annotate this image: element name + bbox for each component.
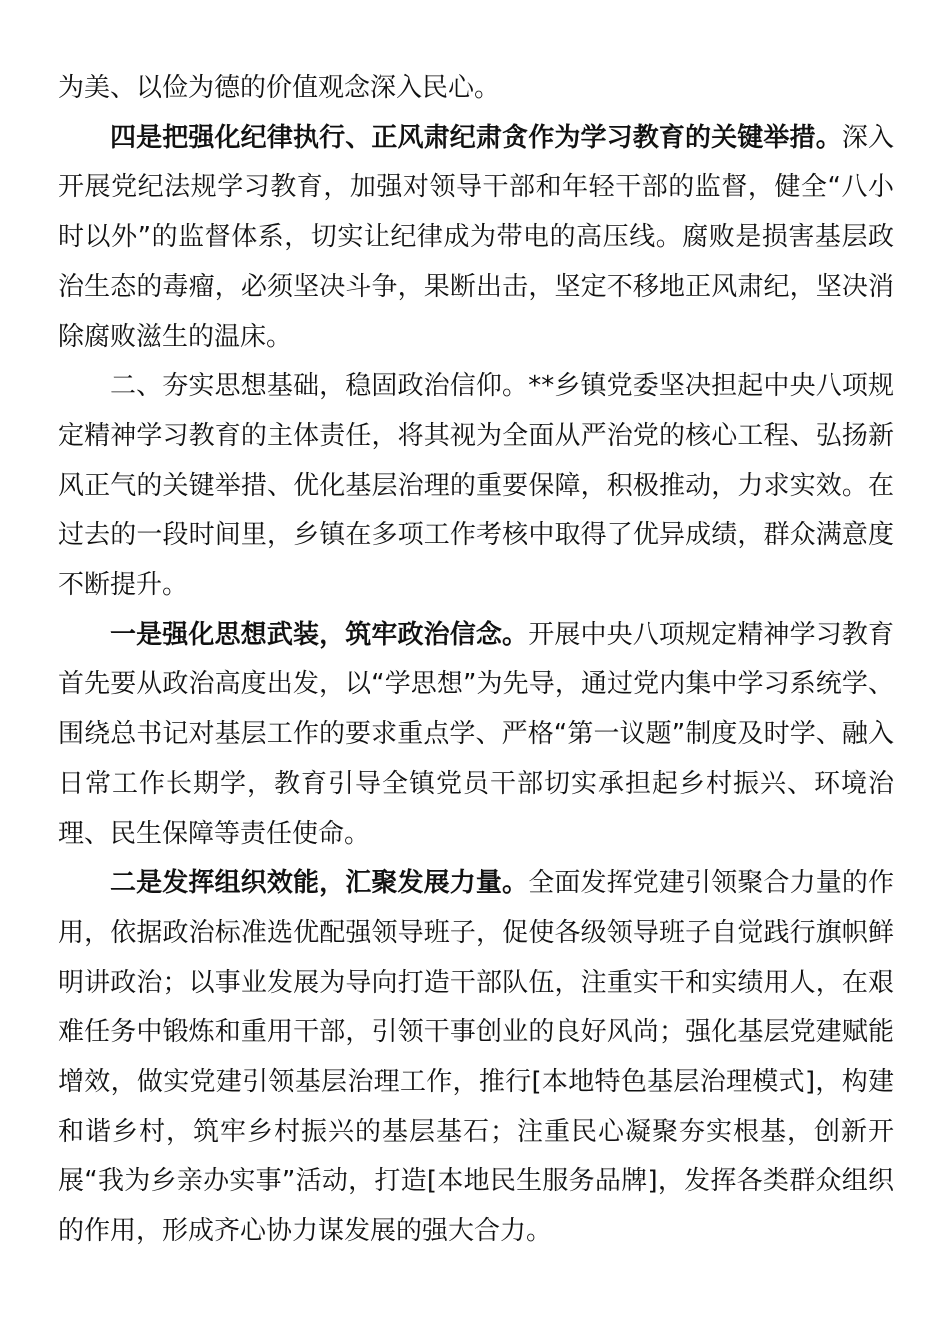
paragraph-5-lead: 二是发挥组织效能，汇聚发展力量。 [110,868,529,899]
paragraph-5 [58,859,894,1257]
document-page [58,64,894,1257]
paragraph-4-text: 开展中央八项规定精神学习教育首先要从政治高度出发，以“学思想”为先导，通过党内集中学习系统学、围绕总书记对基层工作的要求重点学、严格“第一议题”制度及时学、融入日常工作长期学，教育引导全镇党员干部切实承担起乡村振兴、环境治理、民生保障等责任使命。 [58,619,894,849]
paragraph-5-text: 全面发挥党建引领聚合力量的作用，依据政治标准选优配强领导班子，促使各级领导班子自觉践行旗帜鲜明讲政治；以事业发展为导向打造干部队伍，注重实干和实绩用人，在艰难任务中锻炼和重用干部，引领干事创业的良好风尚；强化基层党建赋能增效，做实党建引领基层治理工作，推行[本地特色基层治理模式]，构建和谐乡村，筑牢乡村振兴的基层基石；注重民心凝聚夯实根基，创新开展“我为乡亲办实事”活动，打造[本地民生服务品牌]，发挥各类群众组织的作用，形成齐心协力谋发展的强大合力。 [58,868,894,1247]
paragraph-3-text: 二、夯实思想基础，稳固政治信仰。**乡镇党委坚决担起中央八项规定精神学习教育的主体责任，将其视为全面从严治党的核心工程、弘扬新风正气的关键举措、优化基层治理的重要保障，积极推动，力求实效。在过去的一段时间里，乡镇在多项工作考核中取得了优异成绩，群众满意度不断提升。 [58,371,894,601]
paragraph-1-text: 为美、以俭为德的价值观念深入民心。 [58,73,501,103]
paragraph-3 [58,362,894,611]
paragraph-2-lead: 四是把强化纪律执行、正风肃纪肃贪作为学习教育的关键举措。 [110,122,842,153]
paragraph-1 [58,64,894,114]
paragraph-4-lead: 一是强化思想武装，筑牢政治信念。 [110,619,529,650]
paragraph-4 [58,611,894,860]
paragraph-2-text: 深入开展党纪法规学习教育，加强对领导干部和年轻干部的监督，健全“八小时以外”的监督体系，切实让纪律成为带电的高压线。腐败是损害基层政治生态的毒瘤，必须坚决斗争，果断出击，坚定不移地正风肃纪，坚决消除腐败滋生的温床。 [58,122,894,352]
paragraph-2 [58,114,894,363]
